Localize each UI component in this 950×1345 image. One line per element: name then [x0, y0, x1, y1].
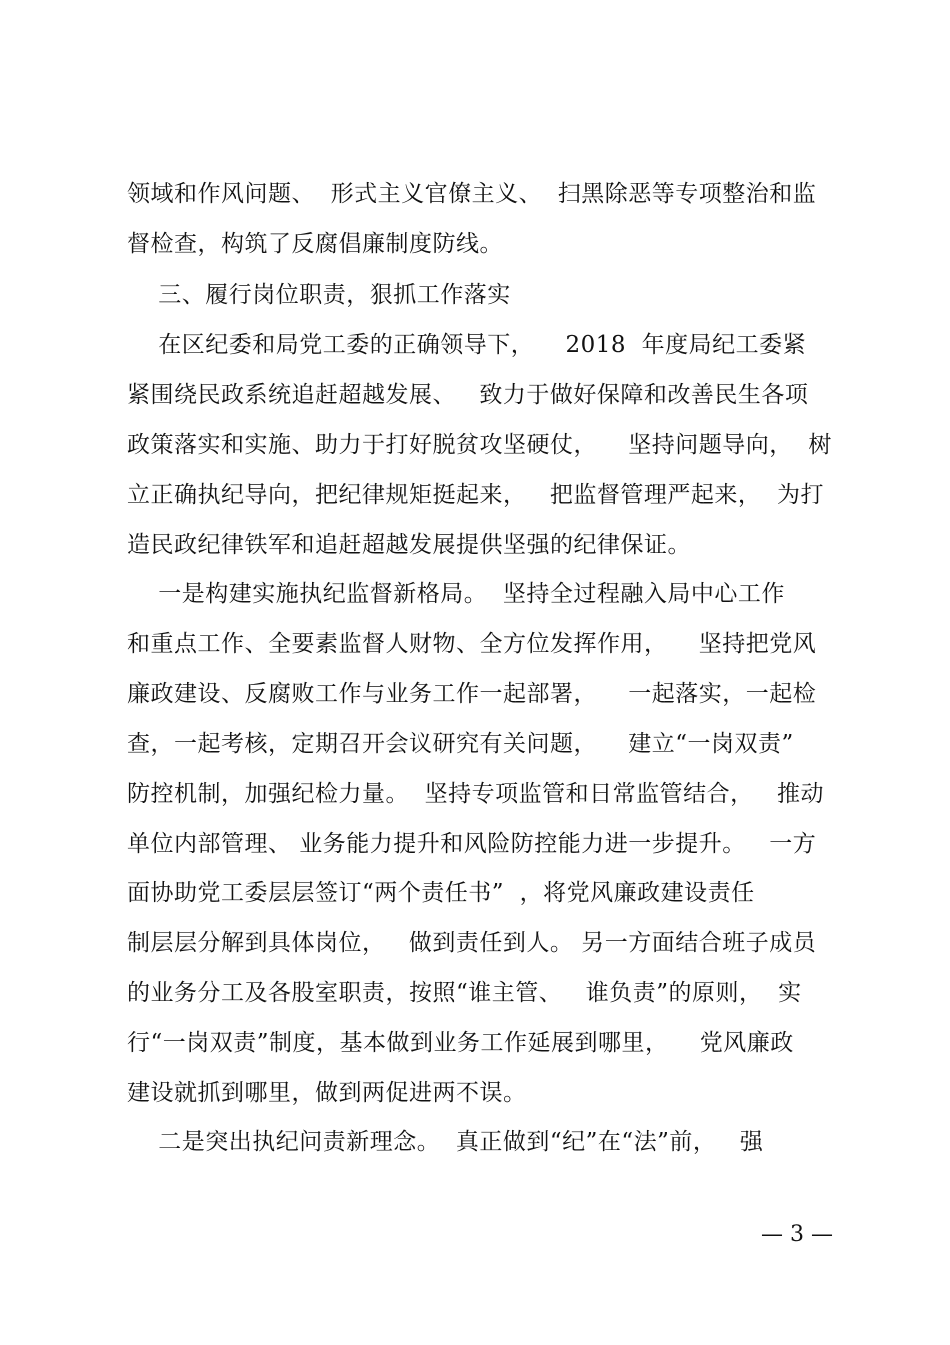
- body-text-line: 造民政纪律铁军和追赶超越发展提供坚强的纪律保证。: [127, 532, 691, 558]
- body-text-line: 一是构建实施执纪监督新格局。 坚持全过程融入局中心工作: [127, 581, 785, 607]
- page-number: — 3 —: [761, 1222, 833, 1247]
- body-text-line: 二是突出执纪问责新理念。 真正做到“纪”在“法”前， 强: [127, 1129, 764, 1155]
- body-text-line: 单位内部管理、 业务能力提升和风险防控能力进一步提升。 一方: [127, 831, 817, 857]
- body-text-line: 建设就抓到哪里，做到两促进两不误。: [127, 1080, 527, 1106]
- body-text-line: 防控机制，加强纪检力量。 坚持专项监管和日常监管结合， 推动: [127, 781, 825, 807]
- body-text-line: 立正确执纪导向，把纪律规矩挺起来， 把监督管理严起来， 为打: [127, 482, 825, 508]
- body-text-line: 政策落实和实施、助力于打好脱贫攻坚硬仗， 坚持问题导向， 树: [127, 432, 832, 458]
- body-text-line: 紧围绕民政系统追赶超越发展、 致力于做好保障和改善民生各项: [127, 382, 809, 408]
- body-text-line: 领域和作风问题、 形式主义官僚主义、 扫黑除恶等专项整治和监: [127, 181, 817, 207]
- body-text-line: 廉政建设、反腐败工作与业务工作一起部署， 一起落实，一起检: [127, 681, 817, 707]
- body-text-line: 制层层分解到具体岗位， 做到责任到人。 另一方面结合班子成员: [127, 930, 817, 956]
- body-text-line: 在区纪委和局党工委的正确领导下， 2018 年度局纪工委紧: [127, 332, 807, 358]
- body-text-line: 面协助党工委层层签订“两个责任书” ，将党风廉政建设责任: [127, 880, 755, 906]
- body-text-line: 督检查，构筑了反腐倡廉制度防线。: [127, 231, 503, 257]
- body-text-line: 查，一起考核，定期召开会议研究有关问题， 建立“一岗双责”: [127, 731, 794, 757]
- body-text-line: 行“一岗双责”制度，基本做到业务工作延展到哪里， 党风廉政: [127, 1030, 794, 1056]
- section-heading: 三、履行岗位职责，狠抓工作落实: [127, 282, 511, 308]
- body-text-line: 和重点工作、全要素监督人财物、全方位发挥作用， 坚持把党风: [127, 631, 817, 657]
- body-text-line: 的业务分工及各股室职责，按照“谁主管、 谁负责”的原则， 实: [127, 980, 802, 1006]
